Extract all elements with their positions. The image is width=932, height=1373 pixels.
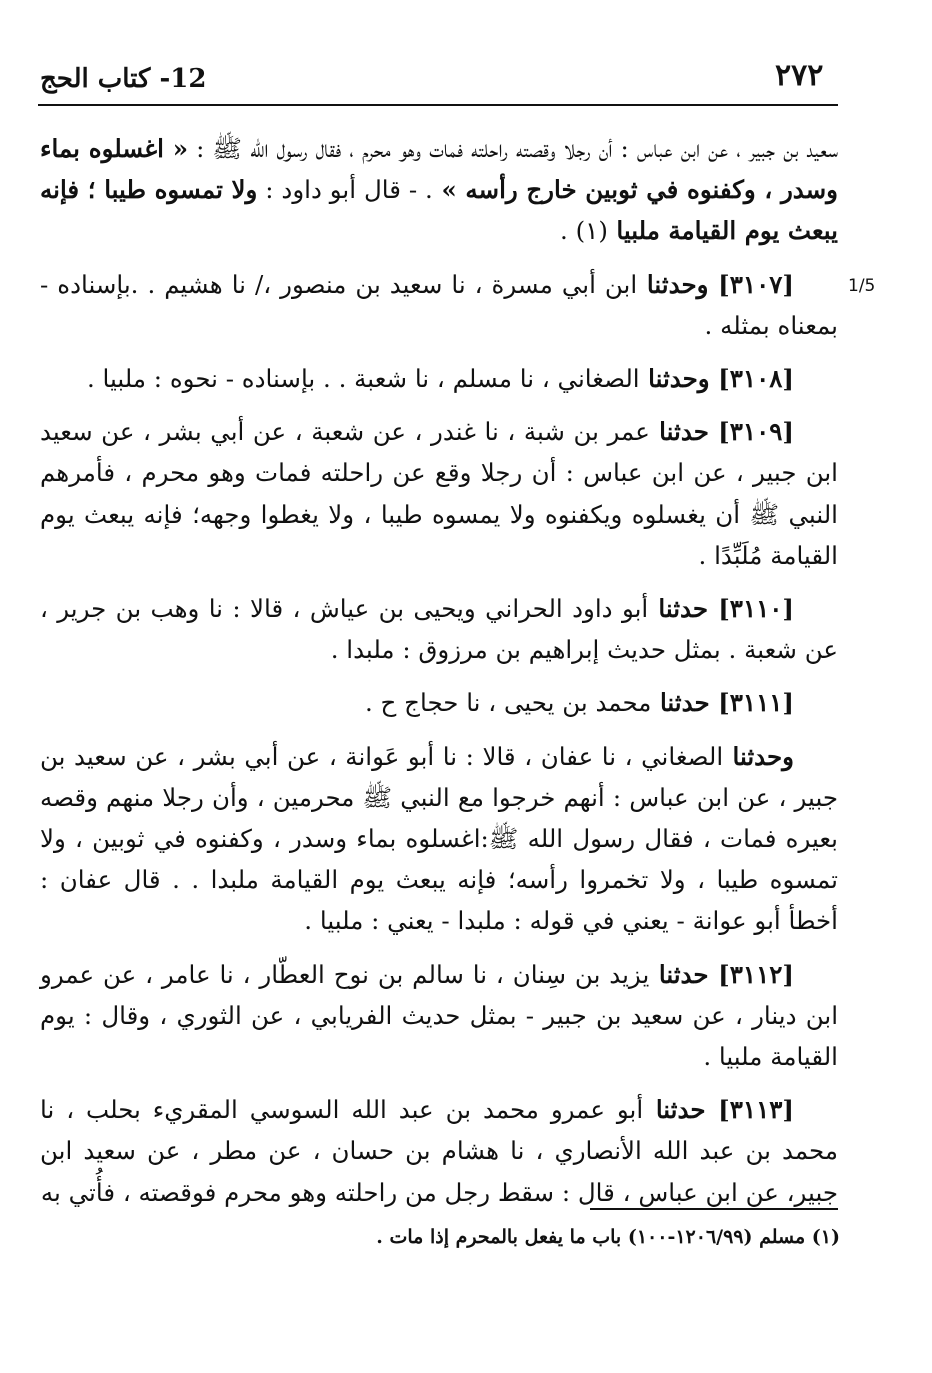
- body-text: [40, 128, 838, 1225]
- hadith-3111: [40, 682, 838, 723]
- paragraph-text: أبو داود الحراني ويحيى بن عياش ، قالا : نا وهب بن جرير ، عن شعبة . بمثل حديث إبراهيم بن مرزوق : ملبدا .: [40, 594, 838, 665]
- hadith-3110: [40, 588, 838, 670]
- paragraph-text: أبو عمرو محمد بن عبد الله السوسي المقريء بحلب ، نا محمد بن عبد الله الأنصاري ، نا هشام بن حسان ، عن مطر ، عن سعيد ابن جبير، عن ابن عباس ، قال : سقط رجل من راحلته وهو محرم فوقصته ، فأُتي به: [40, 1095, 838, 1207]
- narration-keyword: حدثنا: [651, 688, 719, 718]
- footnote: (١) مسلم (١٢٠٦/٩٩-١٠٠) باب ما يفعل بالمحرم إذا مات .: [376, 1226, 840, 1248]
- narration-keyword: وحدثنا: [723, 741, 795, 771]
- paragraph-text: الصغاني ، نا مسلم ، نا شعبة . . بإسناده - نحوه : ملبيا .: [86, 364, 640, 394]
- footnote-divider: [590, 1208, 838, 1210]
- narration-keyword: وحدثنا: [637, 269, 719, 299]
- hadith-3108: [40, 358, 838, 399]
- hadith-number: [٣١١١]: [718, 688, 794, 718]
- hadith-quote: « اغسلوه بماء وسدر ، وكفنوه في ثوبين خارج رأسه »: [40, 134, 838, 205]
- footnote-ref: (١) .: [560, 216, 608, 246]
- narration-keyword: حدثنا: [649, 959, 719, 989]
- page-number: ٢٧٢: [775, 58, 824, 93]
- paragraph-text: محمد بن يحيى ، نا حجاج ح .: [364, 688, 652, 718]
- hadith-number: [٣١٠٧]: [718, 269, 794, 299]
- hadith-3107: [40, 264, 838, 346]
- narration-keyword: حدثنا: [649, 417, 719, 447]
- hadith-3109: [40, 411, 838, 576]
- header-divider: [38, 104, 838, 106]
- narration-keyword: حدثنا: [643, 1095, 719, 1125]
- paragraph-text: عمر بن شبة ، نا غندر ، عن شعبة ، عن أبي بشر ، عن سعيد ابن جبير ، عن ابن عباس : أن رجلا وقع عن راحلته فمات وهو محرم ، فأمرهم النبي ﷺ أن يغسلوه ويكفنوه ولا يمسوه طيبا ، ولا يغطوا وجهه؛ فإنه يبعث يوم القيامة مُلَبِّدًا .: [40, 417, 838, 570]
- hadith-number: [٣١٠٨]: [718, 364, 794, 394]
- hadith-number: [٣١١٢]: [718, 959, 794, 989]
- chapter-title: 12- كتاب الحج: [40, 64, 207, 94]
- hadith-3112: [40, 954, 838, 1078]
- narration-keyword: حدثنا: [648, 594, 719, 624]
- hadith-3113: [40, 1089, 838, 1213]
- hadith-number: [٣١١٣]: [718, 1095, 794, 1125]
- paragraph-text: . - قال أبو داود :: [257, 175, 433, 205]
- paragraph-continuation: [40, 128, 838, 252]
- paragraph-text: يزيد بن سِنان ، نا سالم بن نوح العطّار ، نا عامر ، عن عمرو ابن دينار ، عن سعيد بن جبير - بمثل حديث الفريابي ، عن الثوري ، وقال : يوم القيامة ملبيا .: [40, 959, 838, 1072]
- hadith-number: [٣١٠٩]: [718, 417, 794, 447]
- narration-keyword: وحدثنا: [639, 364, 719, 394]
- paragraph-text: الصغاني ، نا عفان ، قالا : نا أبو عَوانة ، عن أبي بشر ، عن سعيد بن جبير ، عن ابن عباس : أنهم خرجوا مع النبي ﷺ محرمين ، وأن رجلا منهم وقصه بعيره فمات ، فقال رسول الله ﷺ:اغسلوه بماء وسدر ، وكفنوه في ثوبين ، ولا تمسوه طيبا ، ولا تخمروا رأسه؛ فإنه يبعث يوم القيامة ملبدا . . قال عفان : أخطأ أبو عوانة - يعني في قوله : ملبدا - يعني : ملبيا .: [40, 741, 838, 936]
- hadith-number: [٣١١٠]: [718, 594, 795, 624]
- hadith-3111-continued: [40, 736, 838, 942]
- hadith-quote: ولا تمسوه طيبا ؛ فإنه يبعث يوم القيامة ملبيا: [40, 175, 838, 246]
- margin-note: 1/5: [848, 276, 876, 296]
- paragraph-text: ابن أبي مسرة ، نا سعيد بن منصور ،/ نا هشيم . .بإسناده - بمعناه بمثله .: [40, 269, 838, 340]
- paragraph-text: سعيد بن جبير ، عن ابن عباس : أن رجلا وقصته راحلته فمات وهو محرم ، فقال رسول الله ﷺ :: [188, 134, 839, 163]
